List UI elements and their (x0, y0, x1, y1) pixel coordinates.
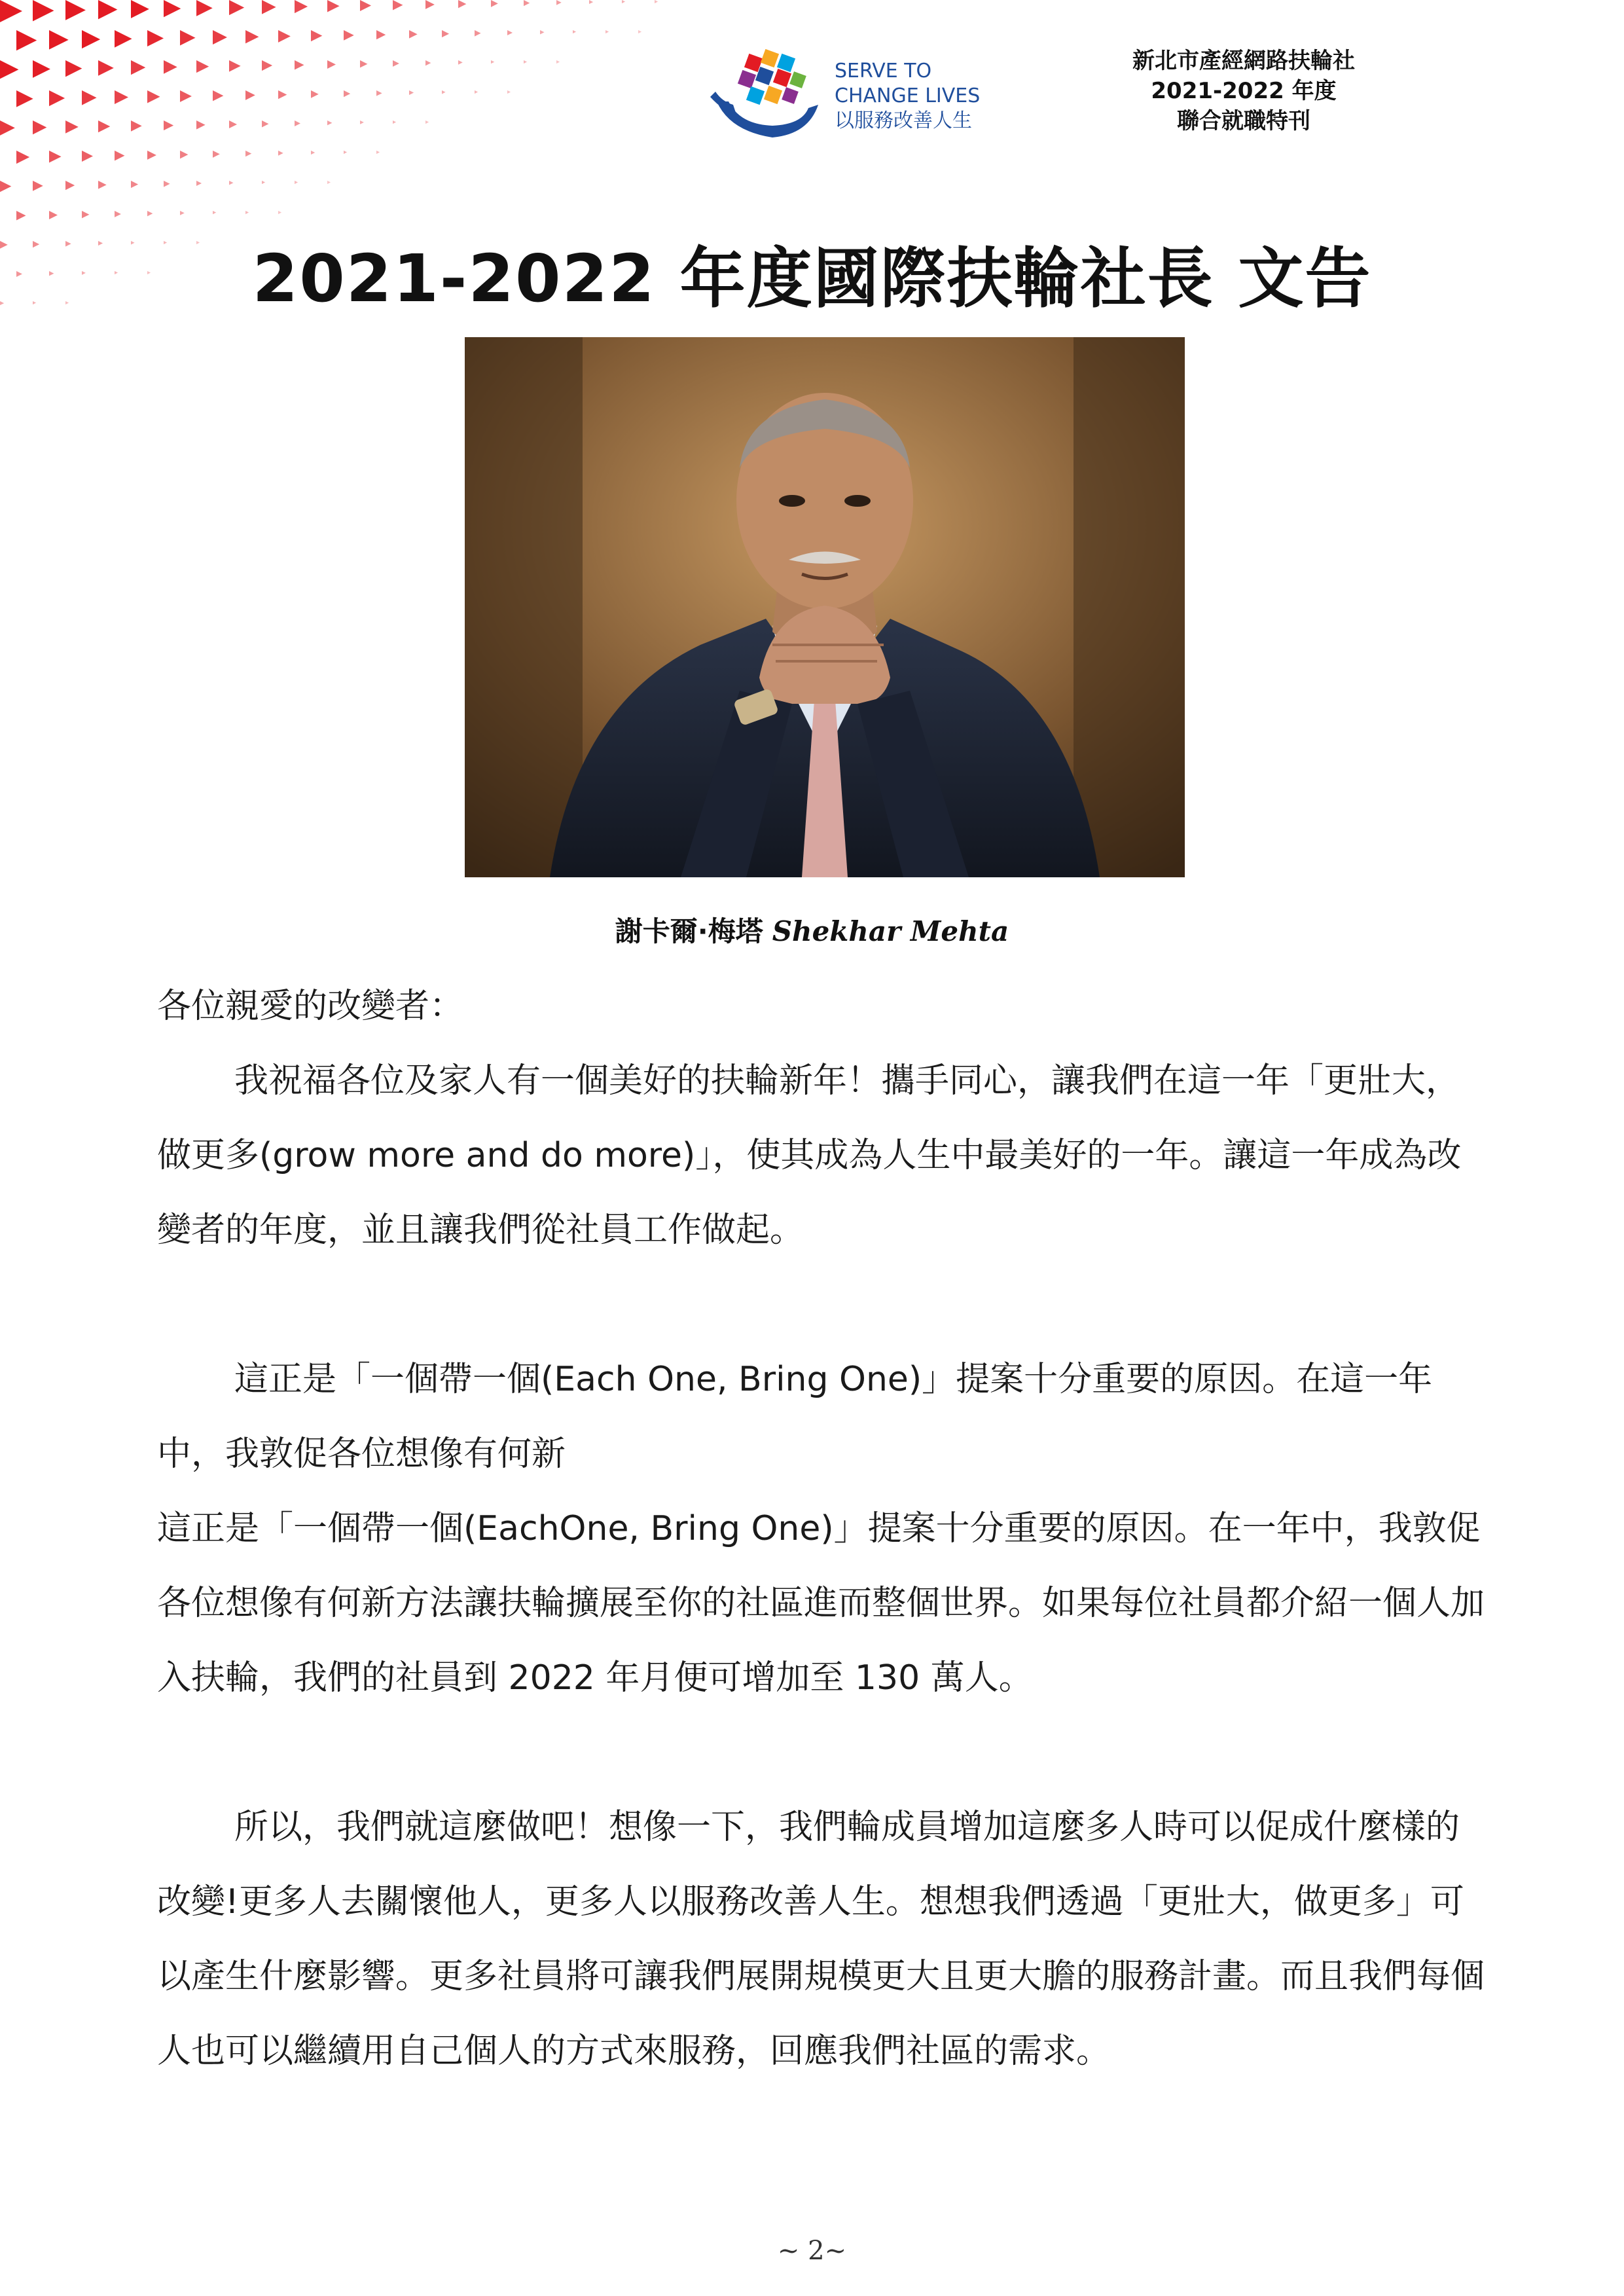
pattern-triangle (524, 60, 527, 64)
pattern-triangle (115, 151, 124, 160)
pattern-triangle (196, 60, 209, 73)
pattern-triangle (278, 151, 283, 156)
club-name: 新北市產經網路扶輪社 (1132, 48, 1355, 74)
pattern-triangle (98, 0, 117, 19)
pattern-triangle (0, 60, 18, 79)
pattern-triangle (245, 211, 249, 214)
pattern-triangle (376, 151, 380, 154)
pattern-triangle (33, 60, 50, 78)
pattern-triangle (311, 151, 315, 155)
pattern-triangle (164, 120, 173, 130)
salutation: 各位親愛的改變者： (157, 987, 464, 1026)
pattern-triangle (327, 181, 331, 184)
pattern-triangle (33, 0, 54, 21)
globe-in-hands-icon (710, 39, 821, 151)
pattern-triangle (49, 151, 62, 163)
pattern-triangle (82, 30, 100, 48)
pattern-triangle (262, 0, 276, 14)
pattern-triangle (16, 30, 37, 50)
pattern-triangle (507, 90, 511, 94)
pattern-triangle (344, 151, 347, 154)
logo-line: CHANGE LIVES (835, 84, 981, 107)
pattern-triangle (262, 181, 265, 184)
pattern-triangle (278, 30, 291, 43)
logo-line: SERVE TO (835, 60, 932, 82)
pattern-triangle (16, 151, 29, 164)
pattern-triangle (589, 0, 593, 4)
pattern-triangle (131, 120, 142, 132)
pattern-triangle (196, 120, 206, 130)
pattern-triangle (638, 30, 641, 33)
pattern-triangle (442, 90, 446, 94)
pattern-triangle (278, 90, 287, 99)
pattern-triangle (196, 181, 202, 186)
pattern-triangle (491, 0, 498, 7)
pattern-triangle (82, 90, 97, 105)
pattern-triangle (360, 60, 367, 67)
club-year: 2021-2022 年度 (1151, 78, 1337, 104)
pattern-triangle (115, 90, 128, 104)
pattern-triangle (131, 0, 149, 18)
pattern-triangle (295, 181, 298, 184)
pattern-triangle (229, 0, 244, 15)
pattern-triangle (213, 30, 227, 45)
pattern-triangle (180, 30, 195, 45)
pattern-triangle (376, 30, 386, 39)
pattern-triangle (0, 120, 15, 136)
pattern-triangle (229, 60, 241, 72)
pattern-triangle (360, 120, 364, 124)
pattern-triangle (393, 60, 399, 67)
publication-name: 聯合就職特刊 (1177, 108, 1310, 134)
pattern-triangle (131, 60, 145, 75)
pattern-triangle (425, 120, 429, 124)
pattern-triangle (262, 60, 272, 71)
pattern-triangle (655, 0, 658, 3)
pattern-triangle (425, 0, 435, 9)
pattern-triangle (180, 151, 188, 158)
pattern-triangle (65, 60, 82, 77)
pattern-triangle (409, 90, 414, 95)
pattern-triangle (360, 0, 371, 11)
pattern-triangle (164, 181, 170, 187)
pattern-triangle (245, 151, 251, 156)
pattern-triangle (49, 211, 58, 219)
pattern-triangle (295, 120, 300, 126)
pattern-triangle (164, 0, 181, 17)
pattern-triangle (311, 30, 322, 41)
president-portrait-photo (465, 337, 1185, 877)
pattern-triangle (344, 30, 354, 41)
page-number: ~ 2~ (777, 2236, 847, 2266)
pattern-triangle (0, 0, 22, 22)
pattern-triangle (229, 181, 233, 185)
photo-caption (0, 910, 1624, 949)
pattern-triangle (16, 211, 26, 221)
caption-english-name: Shekhar Mehta (772, 915, 1009, 947)
pattern-triangle (475, 90, 478, 94)
pattern-triangle (278, 211, 281, 214)
pattern-triangle (229, 120, 237, 128)
pattern-triangle (507, 30, 513, 35)
caption-chinese-name: 謝卡爾·梅塔 (615, 915, 763, 947)
pattern-triangle (147, 151, 156, 160)
pattern-triangle (196, 0, 213, 16)
pattern-triangle (458, 60, 463, 65)
pattern-triangle (147, 30, 164, 46)
pattern-triangle (82, 211, 89, 218)
pattern-triangle (164, 60, 177, 74)
pattern-triangle (147, 90, 160, 103)
pattern-triangle (556, 0, 562, 5)
pattern-triangle (409, 30, 418, 39)
pattern-triangle (605, 30, 609, 33)
pattern-triangle (82, 151, 93, 162)
pattern-triangle (213, 151, 220, 158)
pattern-triangle (98, 181, 107, 189)
pattern-triangle (131, 181, 138, 188)
pattern-triangle (213, 90, 223, 101)
pattern-triangle (327, 120, 332, 125)
pattern-triangle (65, 120, 79, 134)
paragraph: 所以，我們就這麼做吧！想像一下，我們輪成員增加這麼多人時可以促成什麼樣的改變!更多人去關懷他人，更多人以服務改善人生。想想我們透過「更壯大，做更多」可以產生什麼影響。更多社員將可讓我們展開規模更大且更大膽的服務計畫。而且我們每個人也可以繼續用自己個人的方式來服務，回應我們社區的需求。 (157, 1808, 1485, 2071)
pattern-triangle (442, 30, 449, 37)
pattern-triangle (556, 60, 560, 64)
pattern-triangle (180, 90, 192, 102)
logo-line: 以服務改善人生 (835, 109, 972, 132)
pattern-triangle (33, 181, 43, 191)
pattern-triangle (49, 90, 65, 106)
pattern-triangle (573, 30, 576, 33)
pattern-triangle (16, 90, 33, 107)
paragraph: 這正是「一個帶一個(Each One, Bring One)」提案十分重要的原因。在這一年中，我敦促各位想像有何新 (157, 1360, 1433, 1474)
pattern-triangle (425, 60, 431, 65)
serve-to-change-lives-logo (710, 39, 985, 151)
pattern-triangle (49, 30, 69, 50)
pattern-triangle (65, 0, 86, 20)
pattern-triangle (491, 60, 494, 64)
pattern-triangle (262, 120, 269, 128)
pattern-triangle (393, 120, 396, 124)
pattern-triangle (245, 30, 259, 43)
pattern-triangle (376, 90, 382, 96)
pattern-triangle (327, 0, 340, 12)
pattern-triangle (344, 90, 350, 97)
pattern-triangle (475, 30, 481, 37)
message-body (157, 969, 1492, 2088)
pattern-triangle (311, 90, 319, 98)
logo-text (835, 59, 980, 134)
pattern-triangle (98, 120, 110, 132)
pattern-triangle (393, 0, 403, 10)
pattern-triangle (540, 30, 544, 34)
pattern-triangle (0, 181, 11, 192)
paragraph: 我祝福各位及家人有一個美好的扶輪新年！攜手同心，讓我們在這一年「更壯大，做更多(grow more and do more)」，使其成為人生中最美好的一年。讓這一年成為改變者的年度，並且讓我們從社員工作做起。 (157, 1061, 1462, 1250)
pattern-triangle (33, 120, 46, 134)
pattern-triangle (115, 30, 132, 48)
pattern-triangle (98, 60, 114, 76)
pattern-triangle (65, 181, 75, 190)
pattern-triangle (295, 0, 308, 13)
club-info (1060, 46, 1427, 136)
pattern-triangle (213, 211, 216, 214)
pattern-triangle (147, 211, 153, 216)
pattern-triangle (524, 0, 530, 6)
pattern-triangle (115, 211, 121, 217)
pattern-triangle (245, 90, 255, 100)
pattern-triangle (295, 60, 304, 70)
pattern-triangle (180, 211, 185, 215)
pattern-triangle (327, 60, 336, 69)
pattern-triangle (458, 0, 466, 8)
pattern-triangle (622, 0, 625, 3)
page-title: 2021-2022 年度國際扶輪社長 文告 (252, 240, 1372, 317)
paragraph: 這正是「一個帶一個(EachOne, Bring One)」提案十分重要的原因。在一年中，我敦促各位想像有何新方法讓扶輪擴展至你的社區進而整個世界。如果每位社員都介紹一個人加入扶輪，我們的社員到 2022 年月便可增加至 130 萬人。 (157, 1509, 1485, 1698)
